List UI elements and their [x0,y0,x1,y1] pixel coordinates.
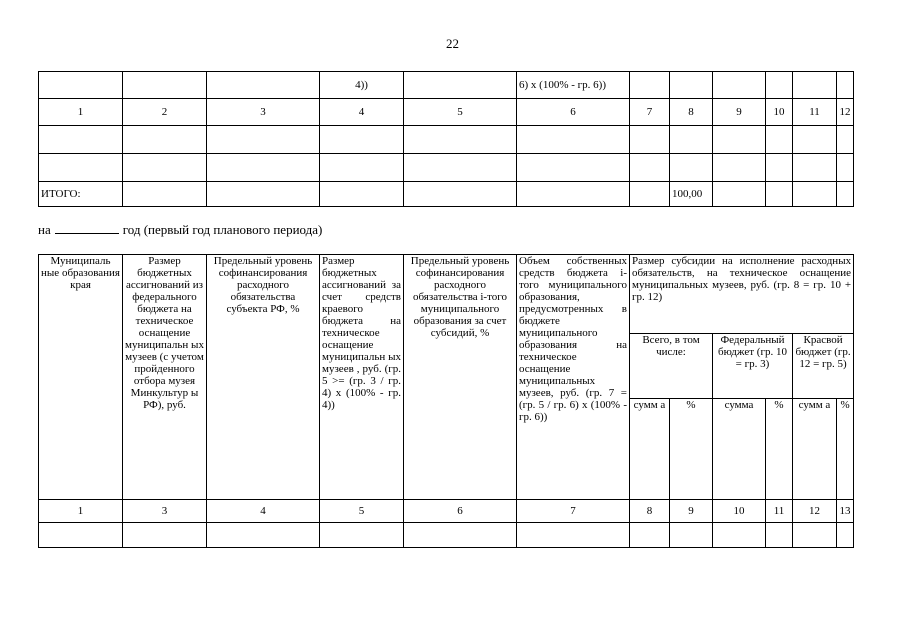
table-cell [123,523,207,548]
column-number: 12 [793,500,837,523]
column-number: 13 [837,500,854,523]
column-number: 7 [517,500,630,523]
table-cell [517,126,630,154]
table-cell [713,182,766,207]
header-sum: сумм а [793,399,837,500]
header-own-funds: Объем собственных средств бюджета i-того муниципального образования, предусмотренных в бюджете муниципального образования на техническое оснащение муниципальных музеев, руб. (гр. 7 = (гр. 5 / гр. 6) х (100% - гр. 6)) [517,255,630,500]
table-row [39,72,854,99]
column-number: 11 [793,99,837,126]
total-row [39,182,854,207]
column-number: 12 [837,99,854,126]
table-cell [320,154,404,182]
table-cell [207,182,320,207]
summary-table-continued [38,71,854,207]
column-number: 10 [713,500,766,523]
table-cell [207,154,320,182]
table-cell [39,523,123,548]
column-number: 6 [404,500,517,523]
table-row [39,523,854,548]
column-number: 6 [517,99,630,126]
table-cell [123,154,207,182]
table-cell [837,182,854,207]
column-number: 9 [713,99,766,126]
table-cell [39,126,123,154]
subsidy-table [38,254,854,548]
header-subsidy-group: Размер субсидии на исполнение расходных обязательств, на техническое оснащение муниципальных музеев, руб. (гр. 8 = гр. 10 + гр. 12) [630,255,854,334]
table-cell [123,182,207,207]
table-cell [207,523,320,548]
header-sum: сумма [713,399,766,500]
header-regional-budget: Красвой бюджет (гр. 12 = гр. 5) [793,334,854,399]
table-cell [793,72,837,99]
table-cell [517,154,630,182]
column-number: 9 [670,500,713,523]
year-blank [55,222,119,234]
table-row [39,500,854,523]
table-cell [837,154,854,182]
table-cell [766,182,793,207]
heading-prefix: на [38,222,51,237]
column-number: 4 [207,500,320,523]
table-cell [713,126,766,154]
table-cell [766,154,793,182]
table-cell [320,126,404,154]
page-number: 22 [446,36,459,51]
table-cell [793,182,837,207]
column-number: 5 [404,99,517,126]
table-cell [670,126,713,154]
table-cell [793,154,837,182]
table-cell [630,182,670,207]
table-cell [766,523,793,548]
column-number: 8 [670,99,713,126]
column-number: 7 [630,99,670,126]
column-number: 5 [320,500,404,523]
table-cell [404,523,517,548]
table-cell [207,126,320,154]
table-cell [123,72,207,99]
table-cell [630,154,670,182]
table-cell [630,72,670,99]
table-cell [39,72,123,99]
table-cell [207,72,320,99]
column-number: 1 [39,99,123,126]
header-municipalities: Муниципаль ные образования края [39,255,123,500]
header-municipal-cofinancing: Предельный уровень софинансирования расходного обязательства i-того муниципального образования за счет субсидий, % [404,255,517,500]
column-number: 3 [207,99,320,126]
table-cell [766,126,793,154]
table-cell [630,523,670,548]
table-cell [713,72,766,99]
table-row [39,99,854,126]
total-value: 100,00 [670,182,713,207]
column-number: 4 [320,99,404,126]
total-label: ИТОГО: [39,182,123,207]
table-cell [320,523,404,548]
header-subject-cofinancing: Предельный уровень софинансирования расходного обязательства субъекта РФ, % [207,255,320,500]
table-cell [517,182,630,207]
table-cell [670,72,713,99]
column-number: 8 [630,500,670,523]
table-cell [670,523,713,548]
table-cell [766,72,793,99]
header-row [39,255,854,334]
table-cell [404,72,517,99]
column-number: 11 [766,500,793,523]
table-cell [670,154,713,182]
table-cell [837,126,854,154]
column-number: 10 [766,99,793,126]
table-cell [404,182,517,207]
table-cell: 4)) [320,72,404,99]
table-cell [713,523,766,548]
header-federal-allocations: Размер бюджетных ассигнований из федерального бюджета на техническое оснащение муниципальн ых музеев (с учетом пройденного отбора музея Минкультур ы РФ), руб. [123,255,207,500]
column-number: 2 [123,99,207,126]
header-regional-allocations: Размер бюджетных ассигнований за счет средств краевого бюджета на техническое оснащение муниципальн ых музеев , руб. (гр. 5 >= (гр. 3 / гр. 4) х (100% - гр. 4)) [320,255,404,500]
table-cell [404,154,517,182]
table-cell [320,182,404,207]
table-row [39,154,854,182]
table-cell [404,126,517,154]
header-total: Всего, в том числе: [630,334,713,399]
header-federal-budget: Федеральный бюджет (гр. 10 = гр. 3) [713,334,793,399]
header-percent: % [766,399,793,500]
header-percent: % [837,399,854,500]
table-cell [837,523,854,548]
table-cell: 6) х (100% - гр. 6)) [517,72,630,99]
header-percent: % [670,399,713,500]
section-heading [38,222,322,238]
table-cell [713,154,766,182]
heading-suffix: год (первый год планового периода) [122,222,323,237]
table-cell [793,126,837,154]
table-cell [39,154,123,182]
header-sum: сумм а [630,399,670,500]
table-cell [837,72,854,99]
table-cell [630,126,670,154]
table-cell [123,126,207,154]
table-row [39,126,854,154]
column-number: 3 [123,500,207,523]
column-number: 1 [39,500,123,523]
table-cell [517,523,630,548]
table-cell [793,523,837,548]
